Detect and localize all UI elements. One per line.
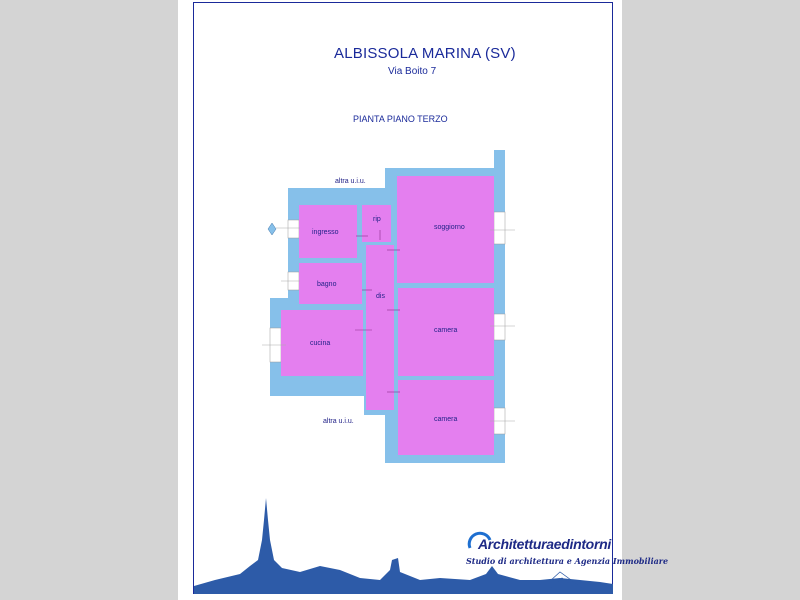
label-dis: dis: [376, 293, 385, 300]
label-camera-1: camera: [434, 327, 458, 334]
logo-tagline: Studio di architettura e Agenzia Immobiliare: [466, 556, 669, 566]
label-camera-2: camera: [434, 416, 458, 423]
label-soggiorno: soggiorno: [434, 224, 465, 231]
page-title: ALBISSOLA MARINA (SV): [334, 45, 516, 62]
address-text: Via Boito 7: [388, 66, 437, 77]
label-cucina: cucina: [310, 340, 331, 347]
label-ingresso: ingresso: [312, 229, 339, 236]
logo-brand: Architetturaedintorni: [478, 536, 611, 552]
label-neighbor-top: altra u.i.u.: [335, 178, 366, 185]
label-neighbor-bottom: altra u.i.u.: [323, 418, 354, 425]
label-rip: rip: [373, 216, 381, 223]
plan-title: PIANTA PIANO TERZO: [353, 114, 448, 124]
label-bagno: bagno: [317, 281, 337, 288]
